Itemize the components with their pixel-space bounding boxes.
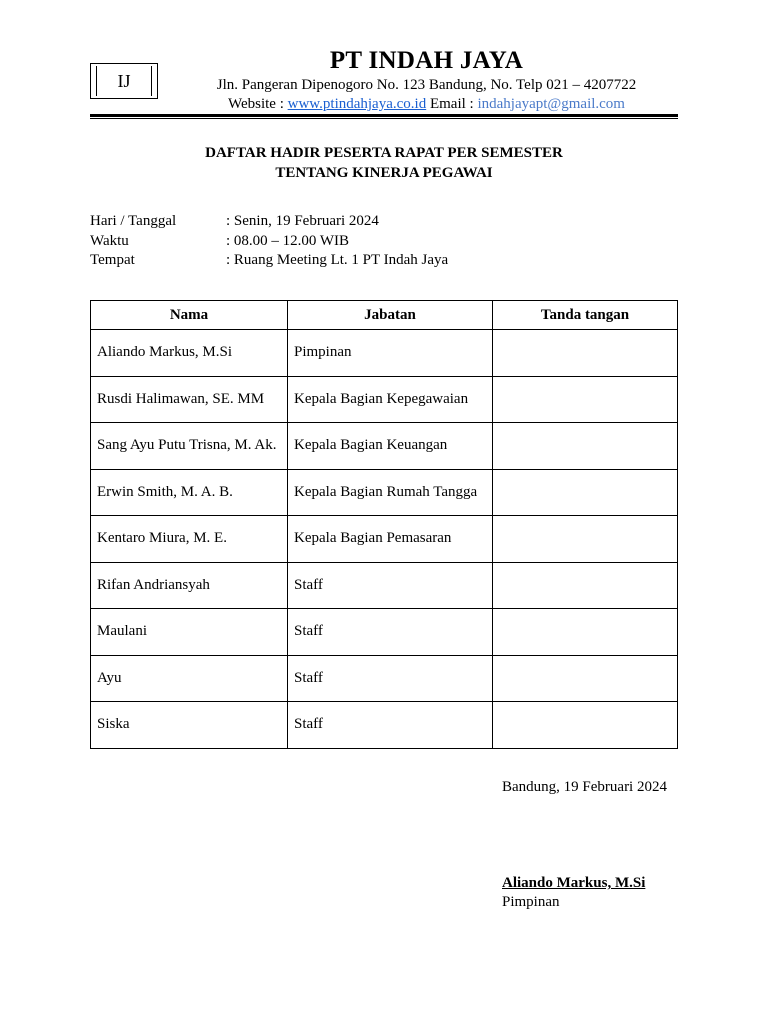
cell-jabatan: Staff xyxy=(288,562,493,609)
cell-nama: Ayu xyxy=(91,655,288,702)
cell-signature xyxy=(493,609,678,656)
table-row xyxy=(91,376,678,423)
letterhead-divider-thin xyxy=(90,118,678,119)
signer xyxy=(502,874,702,912)
cell-nama: Rifan Andriansyah xyxy=(91,562,288,609)
info-label: Hari / Tanggal xyxy=(90,213,177,229)
website-label: Website : xyxy=(228,96,284,112)
cell-signature xyxy=(493,330,678,377)
attendance-table xyxy=(90,300,678,749)
table-row xyxy=(91,562,678,609)
company-address: Jln. Pangeran Dipenogoro No. 123 Bandung, No. Telp 021 – 4207722 xyxy=(216,77,637,93)
company-name: PT INDAH JAYA xyxy=(329,47,524,74)
signer-name: Aliando Markus, M.Si xyxy=(502,875,646,891)
cell-signature xyxy=(493,702,678,749)
cell-nama: Siska xyxy=(91,702,288,749)
cell-nama: Maulani xyxy=(91,609,288,656)
cell-jabatan: Kepala Bagian Kepegawaian xyxy=(288,376,493,423)
cell-jabatan: Staff xyxy=(288,655,493,702)
letterhead xyxy=(175,46,678,114)
cell-signature xyxy=(493,469,678,516)
cell-jabatan: Kepala Bagian Keuangan xyxy=(288,423,493,470)
signature-place-date: Bandung, 19 Februari 2024 xyxy=(502,779,667,795)
cell-nama: Rusdi Halimawan, SE. MM xyxy=(91,376,288,423)
company-logo xyxy=(90,63,158,99)
table-row xyxy=(91,516,678,563)
info-row xyxy=(90,212,448,232)
table-row xyxy=(91,702,678,749)
meeting-info xyxy=(90,212,448,271)
cell-jabatan: Kepala Bagian Rumah Tangga xyxy=(288,469,493,516)
header-jabatan: Jabatan xyxy=(288,301,493,330)
table-row xyxy=(91,423,678,470)
logo-text: IJ xyxy=(96,66,152,96)
cell-nama: Aliando Markus, M.Si xyxy=(91,330,288,377)
info-value: : Ruang Meeting Lt. 1 PT Indah Jaya xyxy=(226,252,449,268)
cell-jabatan: Kepala Bagian Pemasaran xyxy=(288,516,493,563)
cell-nama: Erwin Smith, M. A. B. xyxy=(91,469,288,516)
cell-signature xyxy=(493,562,678,609)
info-value: : Senin, 19 Februari 2024 xyxy=(226,213,379,229)
table-row xyxy=(91,655,678,702)
title-line-2: TENTANG KINERJA PEGAWAI xyxy=(275,165,493,181)
cell-nama: Sang Ayu Putu Trisna, M. Ak. xyxy=(91,423,288,470)
signer-position: Pimpinan xyxy=(502,894,560,910)
email-label: Email : xyxy=(429,96,474,112)
info-label: Tempat xyxy=(90,252,135,268)
email-address[interactable]: indahjayapt@gmail.com xyxy=(477,96,625,112)
cell-nama: Kentaro Miura, M. E. xyxy=(91,516,288,563)
info-row xyxy=(90,251,448,271)
website-link[interactable]: www.ptindahjaya.co.id xyxy=(287,96,427,112)
info-label: Waktu xyxy=(90,232,129,249)
info-row xyxy=(90,232,448,252)
info-value: : 08.00 – 12.00 WIB xyxy=(226,232,350,249)
cell-signature xyxy=(493,376,678,423)
letterhead-divider-thick xyxy=(90,114,678,117)
company-contact xyxy=(175,94,678,114)
table-header-row xyxy=(91,301,678,330)
cell-signature xyxy=(493,655,678,702)
cell-signature xyxy=(493,516,678,563)
table-row xyxy=(91,330,678,377)
title-line-1: DAFTAR HADIR PESERTA RAPAT PER SEMESTER xyxy=(205,145,563,161)
table-row xyxy=(91,469,678,516)
cell-signature xyxy=(493,423,678,470)
table-row xyxy=(91,609,678,656)
cell-jabatan: Staff xyxy=(288,609,493,656)
header-tanda-tangan: Tanda tangan xyxy=(493,301,678,330)
signature-block xyxy=(502,778,667,910)
header-nama: Nama xyxy=(91,301,288,330)
cell-jabatan: Staff xyxy=(288,702,493,749)
document-title xyxy=(90,143,678,183)
cell-jabatan: Pimpinan xyxy=(288,330,493,377)
